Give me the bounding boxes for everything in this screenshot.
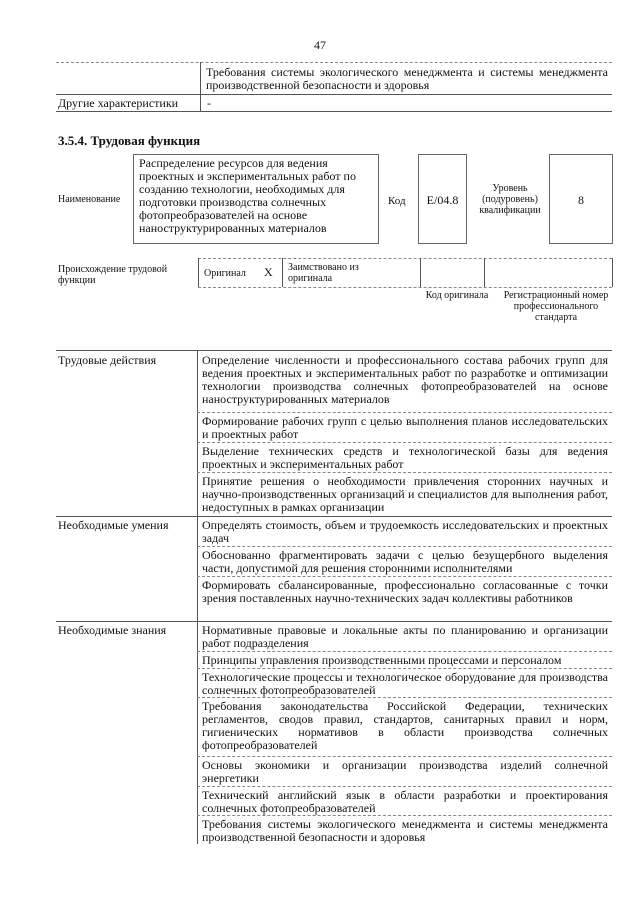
row-divider bbox=[197, 412, 612, 413]
code-value: E/04.8 bbox=[426, 193, 459, 207]
code-label: Код bbox=[388, 195, 406, 207]
knowledge-item: Требования системы экологического менеджмента и системы менеджмента производственной безопасности и здоровья bbox=[202, 817, 608, 844]
top-border bbox=[56, 62, 612, 63]
skill-item: Формировать сбалансированные, профессионально согласованные с точки зрения поставленных научно-технических задач коллективы работников bbox=[202, 578, 608, 605]
origin-top-border bbox=[198, 258, 612, 259]
name-value: Распределение ресурсов для ведения проектных и экспериментальных работ по созданию технологии, необходимых для подготовки производства солнечных фотопреобразователей на основе наноструктурированных материалов bbox=[139, 156, 356, 235]
origin-divider-2 bbox=[420, 258, 421, 287]
table-column-divider bbox=[197, 350, 198, 844]
knowledge-item: Нормативные правовые и локальные акты по планированию и организации работ подразделения bbox=[202, 623, 608, 650]
code-value-box bbox=[418, 154, 467, 244]
row-divider bbox=[197, 442, 612, 443]
row-divider bbox=[197, 576, 612, 577]
top-requirements-text: Требования системы экологического менеджмента и системы менеджмента производственной безопасности и здоровья bbox=[206, 65, 608, 92]
knowledge-item: Технический английский язык в области разработки и проектирования солнечных фотопреобразователей bbox=[202, 788, 608, 815]
knowledge-item: Принципы управления производственными процессами и персоналом bbox=[202, 653, 562, 667]
original-code-label: Код оригинала bbox=[425, 290, 489, 301]
top-divider bbox=[200, 62, 201, 112]
origin-bottom-border bbox=[198, 287, 612, 288]
original-mark: X bbox=[264, 265, 273, 279]
origin-divider-3 bbox=[484, 258, 485, 287]
name-value-box bbox=[133, 154, 379, 244]
knowledge-item: Требования законодательства Российской Федерации, технических регламентов, сводов правил, стандартов, санитарных правил и норм, гигиенических нормативов в области производства солнечных фотопреобразователей bbox=[202, 699, 608, 752]
level-value-box bbox=[549, 154, 613, 244]
action-item: Определение численности и профессионального состава рабочих групп для ведения проектных и экспериментальных работ по разработке и оптимизации технологии производства солнечных фотопреобразователей на основе наноструктурированных материалов bbox=[202, 353, 608, 406]
section-title: 3.5.4. Трудовая функция bbox=[58, 133, 201, 148]
row-divider bbox=[197, 786, 612, 787]
skill-item: Определять стоимость, объем и трудоемкость исследовательских и проектных задач bbox=[202, 518, 608, 545]
knowledge-label: Необходимые знания bbox=[58, 623, 167, 637]
knowledge-top-border bbox=[56, 621, 612, 622]
other-characteristics-label: Другие характеристики bbox=[58, 96, 179, 110]
action-item: Формирование рабочих групп с целью выполнения планов исследовательских и проектных работ bbox=[202, 414, 608, 441]
row-divider bbox=[197, 756, 612, 757]
level-label: Уровень (подуровень) квалификации bbox=[479, 183, 541, 216]
actions-label: Трудовые действия bbox=[58, 353, 157, 367]
row-divider bbox=[197, 546, 612, 547]
other-characteristics-value: - bbox=[207, 96, 211, 110]
origin-left-border bbox=[198, 258, 199, 287]
origin-divider-1 bbox=[282, 258, 283, 287]
page-number: 47 bbox=[314, 38, 326, 52]
knowledge-item: Основы экономики и организации производства изделий солнечной энергетики bbox=[202, 758, 608, 785]
level-value: 8 bbox=[578, 193, 584, 207]
original-label: Оригинал bbox=[204, 268, 246, 279]
skills-label: Необходимые умения bbox=[58, 518, 169, 532]
skills-top-border bbox=[56, 516, 612, 517]
row-divider bbox=[197, 697, 612, 698]
action-item: Принятие решения о необходимости привлечения сторонних научных и научно-производственных организаций и специалистов для выполнения работ, недоступных в рамках организации bbox=[202, 474, 608, 514]
skill-item: Обоснованно фрагментировать задачи с целью безущербного выделения части, допустимой для решения сторонними исполнителями bbox=[202, 548, 608, 575]
row-divider bbox=[197, 815, 612, 816]
name-label: Наименование bbox=[58, 194, 121, 205]
row-divider bbox=[197, 668, 612, 669]
table-top-border bbox=[56, 350, 612, 351]
borrowed-label: Заимствовано из оригинала bbox=[288, 262, 359, 284]
action-item: Выделение технических средств и технологической базы для ведения проектных и экспериментальных работ bbox=[202, 444, 608, 471]
row-divider bbox=[197, 651, 612, 652]
knowledge-item: Технологические процессы и технологическое оборудование для производства солнечных фотопреобразователей bbox=[202, 670, 608, 697]
row-divider bbox=[197, 472, 612, 473]
origin-right-border bbox=[612, 258, 613, 287]
origin-label: Происхождение трудовой функции bbox=[58, 264, 168, 286]
top-row-divider bbox=[56, 94, 612, 95]
reg-number-label: Регистрационный номер профессионального стандарта bbox=[503, 290, 609, 323]
top-bottom-border bbox=[56, 111, 612, 112]
